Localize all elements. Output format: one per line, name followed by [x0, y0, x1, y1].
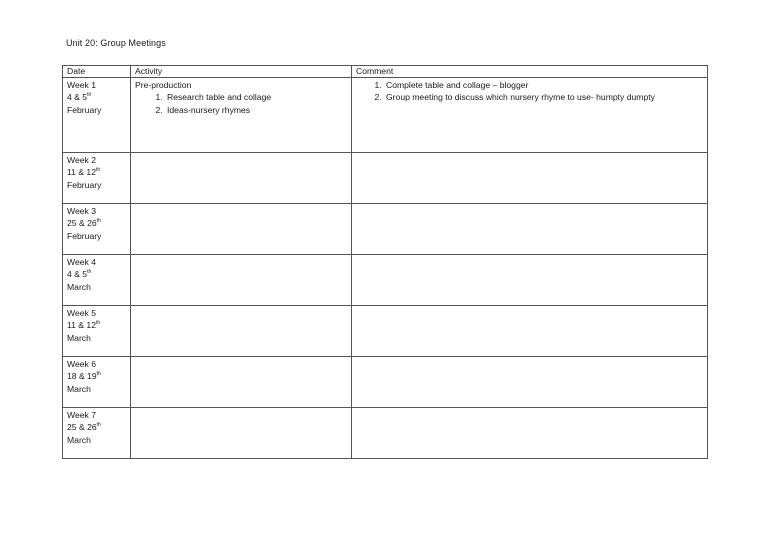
comment-cell: [352, 357, 708, 408]
activity-cell: [131, 204, 352, 255]
week-month: March: [67, 281, 91, 292]
date-cell: [63, 255, 131, 306]
activity-list: [135, 91, 347, 116]
week-month: March: [67, 434, 91, 445]
header-date: Date: [63, 66, 131, 78]
table-header-row: [63, 66, 708, 78]
comment-cell: [352, 204, 708, 255]
header-activity: Activity: [131, 66, 352, 78]
activity-title: Pre-production: [135, 80, 192, 90]
list-item: 2. Ideas-nursery rhymes: [165, 104, 347, 116]
activity-cell: [131, 255, 352, 306]
activity-cell: [131, 357, 352, 408]
week-label: Week 6: [67, 359, 96, 369]
week-dates: 11 & 12th: [67, 320, 101, 331]
comment-cell: [352, 255, 708, 306]
table-row-week-5: [63, 306, 708, 357]
table-row-week-6: [63, 357, 708, 408]
week-month: February: [67, 179, 102, 190]
week-label: Week 3: [67, 206, 96, 216]
list-item: 2. Group meeting to discuss which nursery rhyme to use- humpty dumpty: [384, 91, 703, 103]
date-cell: [63, 78, 131, 153]
week-dates: 11 & 12th: [67, 167, 101, 178]
date-cell: [63, 204, 131, 255]
comment-cell: [352, 153, 708, 204]
page-title: Unit 20: Group Meetings: [66, 38, 166, 48]
week-month: February: [67, 230, 102, 241]
week-label: Week 5: [67, 308, 96, 318]
date-cell: [63, 408, 131, 459]
comment-list: [356, 79, 703, 104]
table-row-week-3: [63, 204, 708, 255]
date-cell: [63, 306, 131, 357]
week-month: February: [67, 104, 102, 115]
date-cell: [63, 153, 131, 204]
table-row-week-2: [63, 153, 708, 204]
header-comment: Comment: [352, 66, 708, 78]
week-dates: 18 & 19th: [67, 371, 101, 382]
table-row-week-7: [63, 408, 708, 459]
activity-cell: [131, 153, 352, 204]
week-month: March: [67, 383, 91, 394]
week-label: Week 2: [67, 155, 96, 165]
group-meetings-table: [62, 65, 708, 459]
week-month: March: [67, 332, 91, 343]
comment-cell: [352, 306, 708, 357]
date-cell: [63, 357, 131, 408]
week-label: Week 1: [67, 80, 96, 90]
week-dates: 25 & 26th: [67, 422, 101, 433]
list-item: 1. Research table and collage: [165, 91, 347, 103]
week-label: Week 7: [67, 410, 96, 420]
comment-cell: [352, 408, 708, 459]
week-dates: 4 & 5th: [67, 92, 92, 103]
activity-cell: [131, 306, 352, 357]
comment-cell: [352, 78, 708, 153]
activity-cell: [131, 78, 352, 153]
week-dates: 25 & 26th: [67, 218, 101, 229]
table-row-week-1: [63, 78, 708, 153]
week-label: Week 4: [67, 257, 96, 267]
table-row-week-4: [63, 255, 708, 306]
activity-cell: [131, 408, 352, 459]
week-dates: 4 & 5th: [67, 269, 92, 280]
list-item: 1. Complete table and collage – blogger: [384, 79, 703, 91]
